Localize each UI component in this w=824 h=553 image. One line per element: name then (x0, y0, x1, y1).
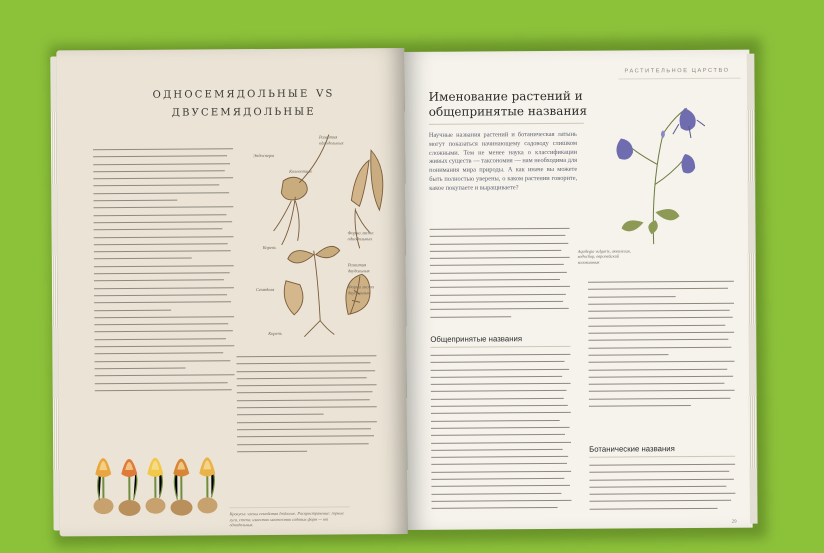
crocus-caption: Крокусы: члены семейства Iridaceae. Распространение: горные луга, степи; известно множество садовых форм — от однодольных. (230, 506, 350, 528)
label-dicots: Развития двудольных (347, 262, 370, 273)
open-book (56, 38, 759, 543)
monocot-leaf (371, 150, 383, 210)
aquilegia-illustration (593, 94, 714, 245)
right-page-title: Именование растений и общепринятые названия (428, 88, 588, 119)
label-root: Корень (262, 244, 277, 251)
left-page-title (129, 83, 359, 121)
left-body-column (93, 145, 235, 396)
monocot-root (273, 197, 299, 245)
label-root-dicot: Корень (268, 330, 282, 336)
left-page (56, 48, 407, 536)
label-coleoptile: Колеоптиле (289, 168, 313, 174)
label-endosperm: Эндосперм (253, 152, 274, 159)
aquilegia-leaves (621, 209, 679, 235)
subhead-common-names: Общепринятые названия (430, 334, 523, 344)
right-body-column-b (430, 351, 571, 518)
label-leaf-di: Форма листа двудольных (347, 284, 374, 295)
crocus-flowers (95, 457, 215, 477)
label-cotyledon: Семядоля (255, 286, 275, 293)
dicot-stem (304, 251, 335, 337)
section-tag: РАСТИТЕЛЬНОЕ ЦАРСТВО (624, 67, 730, 75)
right-body-column-d (589, 461, 735, 516)
monocot-sprout-root (355, 208, 370, 248)
dicot-cotyledon-right (316, 246, 340, 258)
lead-paragraph: Научные названия растений и ботаническая латынь могут показаться начинающему садоводу слишком сложными. Тем не менее наука о классификации живых существ — таксономия — нам необходима для понимания мира природы. А как иначе вы можете быть полностью уверены, о каком растении говорите, какое покупаете и выращиваете? (428, 130, 578, 192)
left-title-line2: двусемядольные (171, 102, 316, 120)
dicot-cotyledon-left (288, 250, 314, 263)
right-body-column-a (430, 225, 571, 326)
label-monocots: Развития однодольных (318, 134, 344, 146)
left-title-line1: односемядольные vs (152, 84, 335, 102)
aquilegia-caption: Aquilegia vulgaris, аквилегия, водосбор, европейский колокольчик (577, 248, 631, 265)
left-lower-column (236, 352, 377, 458)
subhead-botanical-names: Ботанические названия (589, 444, 675, 454)
crocus-illustration (89, 439, 230, 520)
crocus-bulbs (93, 497, 217, 516)
label-leaf-mono: Форма листа однодольных (347, 230, 374, 241)
page-number: 29 (731, 519, 737, 525)
dicot-sprout (284, 281, 303, 315)
monocot-seed (281, 177, 307, 200)
monocot-sprout (351, 160, 369, 206)
aquilegia-flowers (616, 108, 705, 174)
right-body-column-c (588, 278, 735, 419)
